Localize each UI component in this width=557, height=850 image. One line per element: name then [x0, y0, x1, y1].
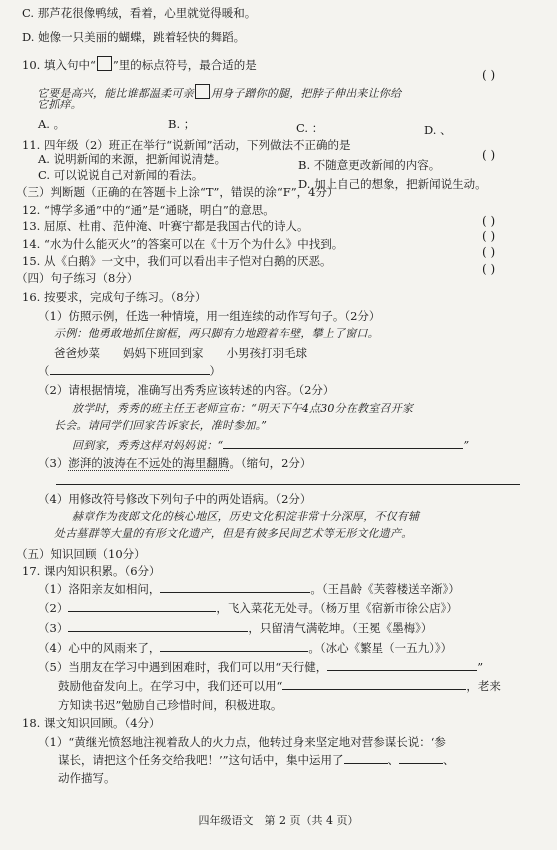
q16-part1-choices: 爸爸炒菜 妈妈下班回到家 小男孩打羽毛球: [54, 346, 307, 360]
q11-stem: 11. 四年级（2）班正在举行“说新闻”活动，下列做法不正确的是: [22, 138, 351, 152]
answer-line[interactable]: [160, 641, 308, 652]
q14-answer-paren[interactable]: ( ): [482, 245, 496, 259]
q10-option-d[interactable]: D. 、: [424, 123, 452, 137]
q10-sentence-line1: [37, 84, 401, 101]
q10-option-a[interactable]: A. 。: [38, 117, 66, 131]
q16-part2-close-quote: ”: [463, 439, 470, 452]
q16-part4-instruction: （4）用修改符号修改下列句子中的两处语病。（2分）: [38, 492, 312, 506]
blank-box-icon: [195, 84, 210, 99]
answer-line[interactable]: [160, 582, 310, 593]
q10-answer-paren[interactable]: ( ): [482, 68, 496, 82]
q16-part3: [38, 456, 311, 470]
q16-part2-text2: 长会。请同学们回家告诉家长，准时参加。”: [54, 419, 268, 432]
q17-line2-b: ，飞入菜花无处寻。（杨万里《宿新市徐公店》）: [216, 601, 458, 615]
paren-right: ）: [209, 364, 221, 378]
q17-line3-a: （3）: [38, 621, 69, 635]
q10-sentence-b: 用身子蹭你的腿，把脖子伸出来让你给: [210, 87, 402, 100]
q13-answer-paren[interactable]: ( ): [482, 229, 496, 243]
q14-text: 14. “水为什么能灭火”的答案可以在《十万个为什么》中找到。: [22, 237, 344, 251]
q17-line5: [38, 660, 483, 674]
q10-stem: [22, 56, 257, 72]
q9-option-d: D. 她像一只美丽的蝴蝶，跳着轻快的舞蹈。: [22, 30, 246, 44]
q11-answer-paren[interactable]: ( ): [482, 148, 496, 162]
q17-line5-cont: [58, 679, 501, 693]
q18-part1-text: 谋长，请把这个任务交给我吧！’”这句话中，集中运用了: [58, 753, 344, 767]
q11-option-a[interactable]: A. 说明新闻的来源，把新闻说清楚。: [38, 152, 227, 166]
q17-line1-b: 。（王昌龄《芙蓉楼送辛渐》）: [310, 582, 460, 596]
q15-answer-paren[interactable]: ( ): [482, 262, 496, 276]
q16-part3-sentence: 澎湃的波涛在不远处的海里翻腾: [68, 456, 230, 470]
answer-line[interactable]: [223, 438, 463, 449]
section5-title: （五）知识回顾（10分）: [16, 547, 146, 561]
answer-line[interactable]: [68, 601, 216, 612]
q17-line5-b: ”: [477, 660, 484, 674]
q17-line3: [38, 621, 432, 635]
q17-line3-b: ，只留清气满乾坤。（王冕《墨梅》）: [248, 621, 433, 635]
q16-part3-num: （3）: [38, 456, 69, 470]
q12-text: 12. “博学多通”中的“通”是“通晓，明白”的意思。: [22, 203, 275, 217]
answer-line[interactable]: [68, 621, 248, 632]
q16-part2-instruction: （2）请根据情境，准确写出秀秀应该转述的内容。（2分）: [38, 383, 335, 397]
q10-stem-a: 10. 填入句中“: [22, 58, 96, 72]
answer-line[interactable]: [399, 753, 443, 764]
q18-stem: 18. 课文知识回顾。（4分）: [22, 716, 161, 730]
answer-line[interactable]: [56, 474, 520, 485]
q16-part4-text2: 处古墓群等大量的有形文化遗产，但是有彼多民间艺术等无形文化遗产。: [54, 527, 413, 540]
q16-part2-text1: 放学时，秀秀的班主任王老师宣布：“明天下午4点30分在教室召开家: [72, 402, 414, 415]
q18-part1-line2: [58, 753, 455, 767]
q17-line2: [38, 601, 458, 615]
q10-option-c[interactable]: C. ：: [296, 121, 324, 135]
q15-text: 15. 从《白鹅》一文中，我们可以看出丰子恺对白鹅的厌恶。: [22, 254, 332, 268]
q16-stem: 16. 按要求，完成句子练习。（8分）: [22, 290, 207, 304]
q13-text: 13. 屈原、杜甫、范仲淹、叶赛宁都是我国古代的诗人。: [22, 219, 309, 233]
q10-sentence-a: 它要是高兴，能比谁都温柔可亲: [37, 87, 194, 100]
q17-line5-a: （5）当朋友在学习中遇到困难时，我们可以用“天行健，: [38, 660, 328, 674]
q17-line1-a: （1）洛阳亲友如相问，: [38, 582, 161, 596]
q16-part4-text1: 赫章作为夜郎文化的核心地区，历史文化积淀非常十分深厚，不仅有辅: [72, 510, 420, 523]
q9-option-c: C. 那芦花很像鸭绒，看着，心里就觉得暖和。: [22, 6, 257, 20]
q16-part1-answer[interactable]: [38, 364, 221, 378]
q17-line1: [38, 582, 460, 596]
answer-line[interactable]: [344, 753, 388, 764]
section4-title: （四）句子练习（8分）: [16, 271, 139, 285]
q17-line4-a: （4）心中的风雨来了，: [38, 641, 161, 655]
q17-line5-d: ，老来: [466, 679, 501, 693]
q11-option-b[interactable]: B. 不随意更改新闻的内容。: [298, 158, 441, 172]
page-footer: 四年级语文 第 2 页（共 4 页）: [198, 814, 359, 827]
q12-answer-paren[interactable]: ( ): [482, 214, 496, 228]
q17-stem: 17. 课内知识积累。（6分）: [22, 564, 161, 578]
answer-line[interactable]: [327, 660, 477, 671]
answer-line[interactable]: [282, 679, 466, 690]
paren-left: （: [38, 364, 50, 378]
q16-part2-lead: 回到家，秀秀这样对妈妈说：“: [72, 439, 224, 452]
q17-line4-b: 。（冰心《繁星（一五九）》）: [308, 641, 453, 655]
q16-part2-text3: [72, 438, 469, 453]
q17-line5-end: 方知读书迟”勉励自己珍惜时间，积极进取。: [58, 698, 283, 712]
q17-line4: [38, 641, 452, 655]
q11-option-c[interactable]: C. 可以说说自己对新闻的看法。: [38, 168, 204, 182]
q10-sentence-line2: 它抓痒。: [37, 98, 82, 111]
q18-part1-line3: 动作描写。: [58, 771, 116, 785]
q10-option-b[interactable]: B. ；: [168, 117, 196, 131]
section3-title: （三）判断题（正确的在答题卡上涂“T”，错误的涂“F”，4分）: [16, 185, 339, 199]
q18-sep1: 、: [387, 753, 400, 767]
answer-line[interactable]: [50, 364, 210, 375]
q16-part3-req: 。（缩句，2分）: [229, 456, 312, 470]
q16-part1-instruction: （1）仿照示例，任选一种情境，用一组连续的动作写句子。（2分）: [38, 309, 381, 323]
q10-stem-b: ”里的标点符号，最合适的是: [112, 58, 257, 72]
q11-option-d[interactable]: D. 加上自己的想象，把新闻说生动。: [298, 177, 487, 191]
q17-line5-c: 鼓励他奋发向上。在学习中，我们还可以用“: [58, 679, 283, 693]
q17-line2-a: （2）: [38, 601, 69, 615]
q16-part1-example: 示例：他勇敢地抓住窗框，两只脚有力地蹬着车壁，攀上了窗口。: [54, 327, 379, 340]
q18-part1-line1: （1）“黄继光愤怒地注视着敌人的火力点，他转过身来坚定地对营参谋长说：‘参: [38, 735, 446, 749]
q18-sep2: 、: [443, 753, 455, 767]
blank-box-icon: [97, 56, 112, 71]
